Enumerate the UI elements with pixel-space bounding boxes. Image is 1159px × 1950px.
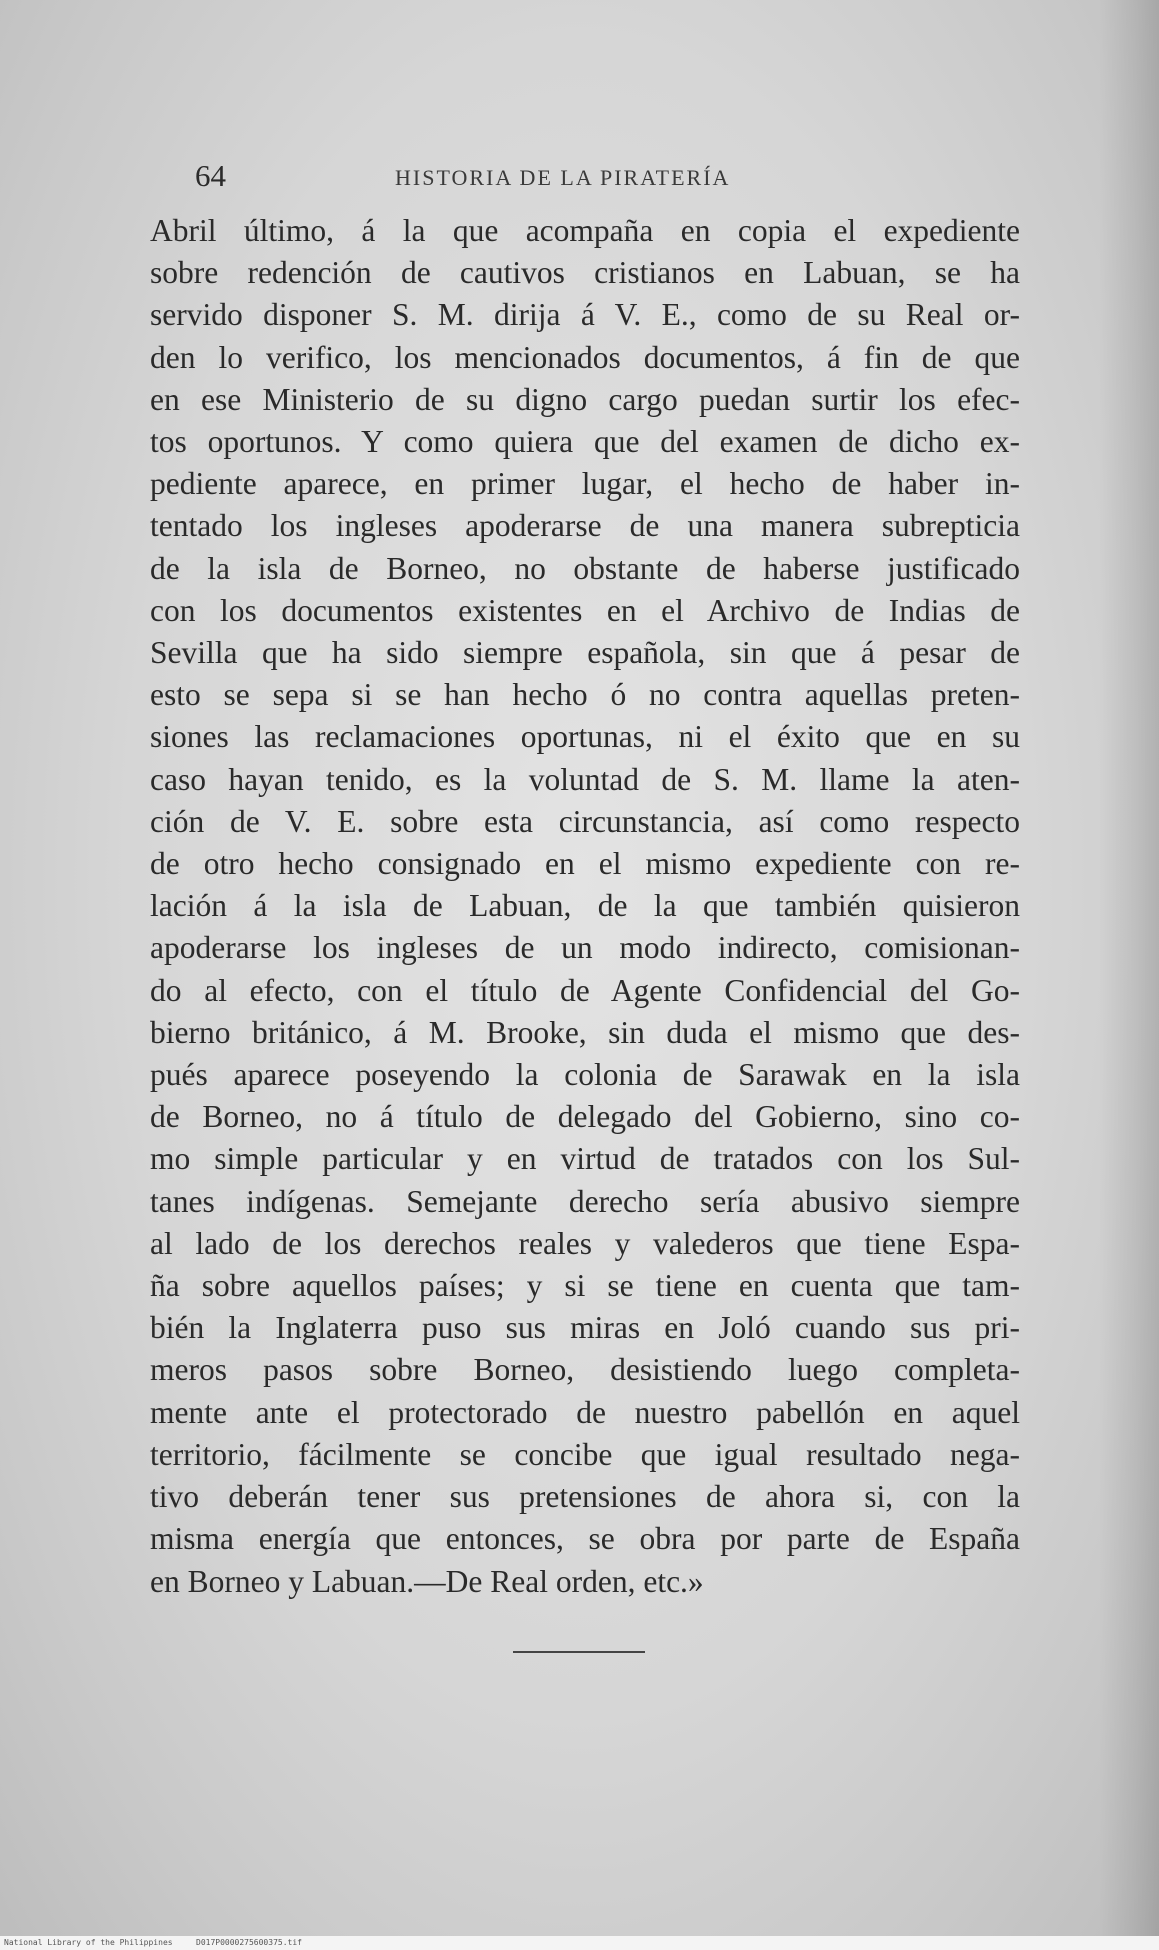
text-line: meros pasos sobre Borneo, desistiendo luego completa- bbox=[150, 1352, 1020, 1388]
text-line: de otro hecho consignado en el mismo expediente con re- bbox=[150, 846, 1020, 882]
text-line: den lo verifico, los mencionados documentos, á fin de que bbox=[150, 339, 1020, 375]
end-rule bbox=[513, 1651, 645, 1653]
footer-library: National Library of the Philippines bbox=[4, 1938, 173, 1947]
text-line: con los documentos existentes en el Archivo de Indias de bbox=[150, 592, 1020, 628]
text-line: ña sobre aquellos países; y si se tiene en cuenta que tam- bbox=[150, 1268, 1020, 1304]
text-line-last: en Borneo y Labuan.—De Real orden, etc.» bbox=[150, 1563, 704, 1599]
page-edge-shadow bbox=[1099, 0, 1159, 1950]
text-line: mente ante el protectorado de nuestro pabellón en aquel bbox=[150, 1394, 1020, 1430]
body-text bbox=[150, 210, 1020, 1603]
text-line: pediente aparece, en primer lugar, el hecho de haber in- bbox=[150, 466, 1020, 502]
text-line: de Borneo, no á título de delegado del Gobierno, sino co- bbox=[150, 1099, 1020, 1135]
text-line: apoderarse los ingleses de un modo indirecto, comisionan- bbox=[150, 930, 1020, 966]
text-line: tivo deberán tener sus pretensiones de ahora si, con la bbox=[150, 1479, 1020, 1515]
footer-file-id: D017P0000275600375.tif bbox=[196, 1938, 302, 1947]
scan-footer bbox=[0, 1936, 1159, 1950]
text-line: bién la Inglaterra puso sus miras en Joló cuando sus pri- bbox=[150, 1310, 1020, 1346]
text-line: lación á la isla de Labuan, de la que también quisieron bbox=[150, 888, 1020, 924]
text-line: siones las reclamaciones oportunas, ni el éxito que en su bbox=[150, 719, 1020, 755]
page-number: 64 bbox=[195, 158, 226, 193]
text-line: tentado los ingleses apoderarse de una manera subrepticia bbox=[150, 508, 1020, 544]
text-line: caso hayan tenido, es la voluntad de S. M. llame la aten- bbox=[150, 761, 1020, 797]
text-line: tanes indígenas. Semejante derecho sería abusivo siempre bbox=[150, 1183, 1020, 1219]
text-line: servido disponer S. M. dirija á V. E., como de su Real or- bbox=[150, 297, 1020, 333]
running-title: HISTORIA DE LA PIRATERÍA bbox=[395, 165, 731, 190]
text-line: en ese Ministerio de su digno cargo puedan surtir los efec- bbox=[150, 381, 1020, 417]
page-header bbox=[195, 158, 815, 198]
text-line: mo simple particular y en virtud de tratados con los Sul- bbox=[150, 1141, 1020, 1177]
text-line: al lado de los derechos reales y valederos que tiene Espa- bbox=[150, 1225, 1020, 1261]
text-line: ción de V. E. sobre esta circunstancia, así como respecto bbox=[150, 803, 1020, 839]
text-line: Abril último, á la que acompaña en copia el expediente bbox=[150, 213, 1020, 248]
text-line: do al efecto, con el título de Agente Confidencial del Go- bbox=[150, 972, 1020, 1008]
text-line: territorio, fácilmente se concibe que igual resultado nega- bbox=[150, 1436, 1020, 1472]
text-line: tos oportunos. Y como quiera que del examen de dicho ex- bbox=[150, 424, 1020, 460]
text-line: de la isla de Borneo, no obstante de haberse justificado bbox=[150, 550, 1020, 586]
text-line: sobre redención de cautivos cristianos en Labuan, se ha bbox=[150, 255, 1020, 291]
text-line: misma energía que entonces, se obra por parte de España bbox=[150, 1521, 1020, 1557]
text-line: Sevilla que ha sido siempre española, sin que á pesar de bbox=[150, 635, 1020, 671]
text-line: esto se sepa si se han hecho ó no contra aquellas preten- bbox=[150, 677, 1020, 713]
text-line: pués aparece poseyendo la colonia de Sarawak en la isla bbox=[150, 1057, 1020, 1093]
text-line: bierno británico, á M. Brooke, sin duda el mismo que des- bbox=[150, 1014, 1020, 1050]
